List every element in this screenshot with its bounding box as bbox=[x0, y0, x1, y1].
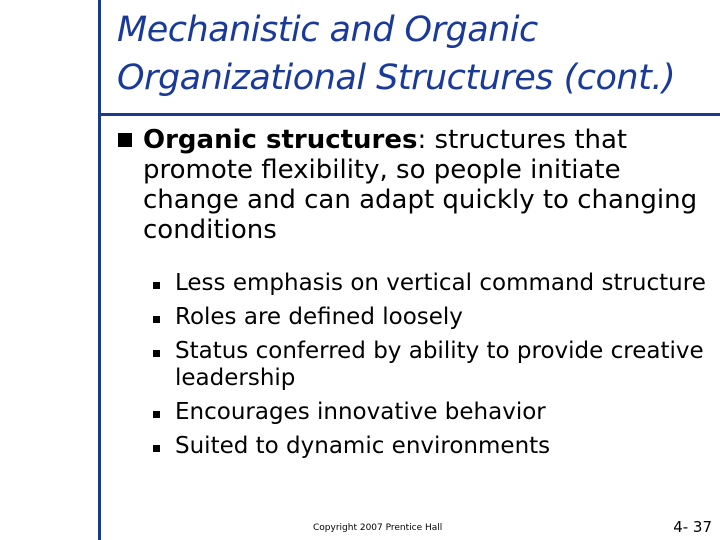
slide-title bbox=[117, 6, 712, 102]
slide-title-line-1: Mechanistic and Organic bbox=[117, 10, 538, 50]
main-bullet-definition: : structures that promote flexibility, so people initiate change and can adapt quickly to changing conditions bbox=[143, 125, 698, 245]
main-bullet-term: Organic structures bbox=[143, 125, 418, 155]
sub-bullet-text: Encourages innovative behavior bbox=[175, 399, 546, 425]
sub-bullet-list bbox=[168, 270, 708, 467]
copyright-footer: Copyright 2007 Prentice Hall bbox=[313, 523, 443, 533]
sub-bullet-item bbox=[168, 304, 708, 331]
main-bullet bbox=[118, 125, 708, 245]
sub-bullet-text: Status conferred by ability to provide creative leadership bbox=[175, 338, 704, 391]
small-square-bullet-icon bbox=[153, 350, 160, 357]
small-square-bullet-icon bbox=[153, 282, 160, 289]
sub-bullet-item bbox=[168, 270, 708, 297]
sub-bullet-item bbox=[168, 338, 708, 392]
square-bullet-icon bbox=[118, 133, 132, 147]
page-number: 4- 37 bbox=[673, 518, 712, 536]
small-square-bullet-icon bbox=[153, 411, 160, 418]
small-square-bullet-icon bbox=[153, 445, 160, 452]
sub-bullet-text: Roles are defined loosely bbox=[175, 304, 463, 330]
vertical-rule bbox=[98, 0, 101, 540]
slide-title-line-2: Organizational Structures (cont.) bbox=[117, 58, 676, 98]
sub-bullet-item bbox=[168, 399, 708, 426]
sub-bullet-text: Less emphasis on vertical command structure bbox=[175, 270, 706, 296]
small-square-bullet-icon bbox=[153, 316, 160, 323]
horizontal-rule bbox=[98, 113, 720, 116]
sub-bullet-item bbox=[168, 433, 708, 460]
sub-bullet-text: Suited to dynamic environments bbox=[175, 433, 551, 459]
main-bullet-text bbox=[143, 125, 708, 245]
